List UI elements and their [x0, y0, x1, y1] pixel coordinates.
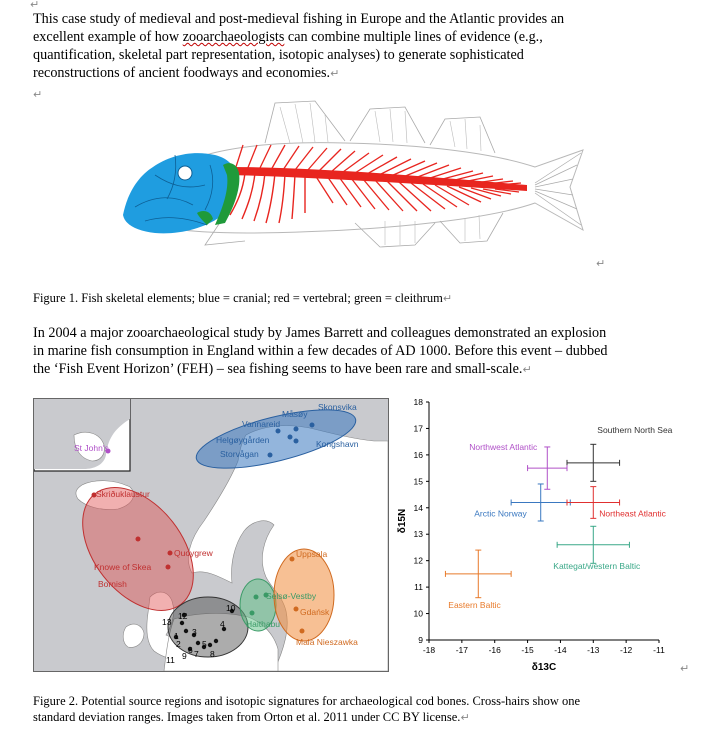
intro-line-3: quantification, skeletal part representation, isotopic analyses) to generate sophisticated — [33, 47, 524, 63]
y-tick-label: 17 — [413, 423, 423, 434]
intro-line-4: reconstructions of ancient foodways and economies. — [33, 65, 331, 81]
map-label-skonsvika: Skonsvika — [318, 402, 357, 412]
x-tick-label: -14 — [554, 645, 567, 655]
x-tick-label: -16 — [488, 645, 501, 655]
map-label-skriduklaustur: Skriðuklaustur — [96, 489, 150, 499]
map-site-6: 6 — [188, 645, 193, 655]
crosshair-marker — [445, 550, 511, 610]
y-tick-label: 12 — [413, 555, 423, 566]
map-label-bornish: Bornish — [98, 579, 127, 589]
map-label-gdansk: Gdańsk — [300, 607, 330, 617]
source-regions-map — [33, 398, 389, 672]
y-tick-label: 10 — [413, 608, 423, 619]
paragraph-mark: ↵ — [680, 662, 690, 675]
map-label-uppsala: Uppsala — [296, 549, 328, 559]
map-label-mala: Mala Nieszawka — [296, 637, 358, 647]
paragraph-mark: ↵ — [330, 67, 340, 80]
intro-line-2a: excellent example of how — [33, 29, 183, 45]
x-tick-label: -13 — [587, 645, 600, 655]
map-site-7: 7 — [194, 649, 199, 659]
figure-1-caption: Figure 1. Fish skeletal elements; blue = cranial; red = vertebral; green = cleithrum↵ — [33, 291, 453, 305]
x-axis-label: δ13C — [531, 662, 557, 673]
x-tick-label: -15 — [521, 645, 534, 655]
y-tick-label: 13 — [413, 529, 423, 540]
x-tick-label: -17 — [455, 645, 469, 655]
map-site-5: 5 — [202, 639, 207, 649]
y-axis-label: δ15N — [397, 508, 408, 534]
paragraph-mark: ↵ — [596, 257, 606, 270]
y-tick-label: 18 — [413, 397, 423, 407]
map-label-knowe: Knowe of Skea — [94, 562, 152, 572]
y-tick-label: 9 — [418, 635, 423, 645]
series-label: Northeast Atlantic — [599, 508, 666, 519]
paragraph-mark: ↵ — [460, 711, 470, 724]
x-tick-label: -12 — [619, 645, 633, 655]
map-label-stjohns: St John's — [74, 443, 109, 453]
intro-line-2b: can combine multiple lines of evidence (e.g., — [284, 29, 543, 45]
map-site-11: 11 — [166, 655, 175, 665]
crosshair-marker — [474, 484, 570, 521]
crosshair-marker — [567, 487, 667, 519]
map-site-3: 3 — [192, 627, 197, 637]
crosshair-marker — [469, 442, 567, 489]
crosshair-marker — [567, 425, 673, 482]
paragraph-mark: ↵ — [30, 0, 40, 11]
series-label: Southern North Sea — [597, 424, 673, 435]
y-tick-label: 15 — [413, 476, 423, 487]
map-site-2: 2 — [176, 639, 181, 649]
map-label-vannareid: Vannareid — [242, 419, 281, 429]
empty-paragraph-mark: ↵ — [33, 88, 43, 101]
map-site-9: 9 — [182, 651, 187, 661]
fish-skeleton-figure — [115, 95, 585, 255]
x-tick-label: -18 — [422, 645, 436, 655]
map-label-haithabu: Haithabu — [246, 619, 281, 629]
intro-line-1: This case study of medieval and post-medieval fishing in Europe and the Atlantic provides an — [33, 11, 565, 27]
p2-line-1: In 2004 a major zooarchaeological study by James Barrett and colleagues demonstrated an explosion — [33, 325, 607, 341]
map-site-8: 8 — [210, 649, 215, 659]
figure-2-caption — [33, 693, 580, 726]
series-label: Northwest Atlantic — [469, 442, 538, 453]
y-tick-label: 14 — [413, 502, 423, 513]
map-site-10: 10 — [226, 603, 236, 613]
map-label-masoy: Måsøy — [282, 409, 308, 419]
isotope-plot — [393, 396, 693, 686]
y-tick-label: 16 — [413, 449, 423, 460]
map-site-12: 12 — [178, 611, 188, 621]
map-label-helgeygarden: Helgøygården — [216, 435, 270, 445]
series-label: Eastern Baltic — [448, 599, 501, 610]
map-site-1: 1 — [174, 631, 179, 641]
spellcheck-word[interactable]: zooarchaeologists — [182, 29, 285, 45]
p2-line-3: the ‘Fish Event Horizon’ (FEH) – sea fishing seems to have been rare and small-scale. — [33, 361, 523, 377]
map-label-storvagan: Storvågan — [220, 449, 259, 459]
map-site-13: 13 — [162, 617, 172, 627]
map-label-quoygrew: Quoygrew — [174, 548, 213, 558]
intro-paragraph — [33, 10, 713, 83]
y-tick-label: 11 — [414, 582, 423, 593]
paragraph-mark: ↵ — [522, 363, 532, 376]
map-label-selso: Selsø-Vestby — [266, 591, 317, 601]
x-tick-label: -11 — [653, 645, 665, 655]
series-label: Arctic Norway — [474, 508, 527, 519]
p2-line-2: in marine fish consumption in England within a few decades of AD 1000. Before this event – dubbed — [33, 343, 608, 359]
paragraph-2 — [33, 324, 713, 379]
map-site-4: 4 — [220, 619, 225, 629]
fig2-caption-line-1: Figure 2. Potential source regions and isotopic signatures for archaeological cod bones. Cross-hairs show one — [33, 694, 581, 708]
series-label: Kattegat/western Baltic — [553, 560, 641, 571]
crosshair-marker — [553, 526, 641, 571]
map-label-kongshavn: Kongshavn — [316, 439, 359, 449]
paragraph-mark: ↵ — [442, 292, 453, 305]
fig2-caption-line-2: standard deviation ranges. Images taken from Orton et al. 2011 under CC BY license. — [33, 710, 461, 724]
